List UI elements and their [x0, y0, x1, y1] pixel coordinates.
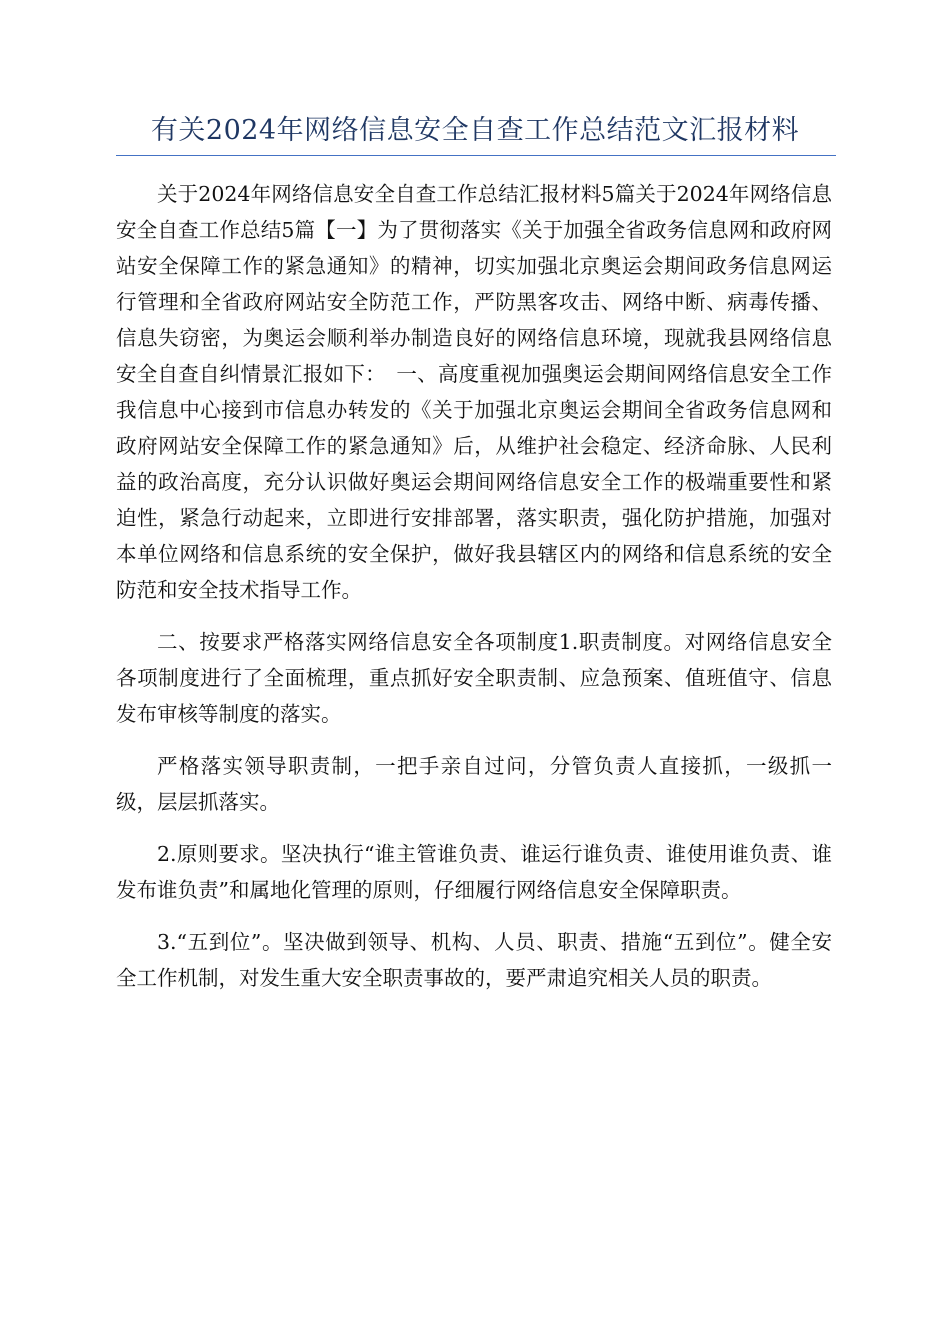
title-underline: [116, 155, 836, 156]
paragraph-3: 严格落实领导职责制，一把手亲自过问，分管负责人直接抓，一级抓一级，层层抓落实。: [116, 754, 832, 814]
paragraph-2: 二、按要求严格落实网络信息安全各项制度1.职责制度。对网络信息安全各项制度进行了全面梳理，重点抓好安全职责制、应急预案、值班值守、信息发布审核等制度的落实。: [116, 630, 832, 726]
paragraph-4: 2.原则要求。坚决执行“谁主管谁负责、谁运行谁负责、谁使用谁负责、谁发布谁负责”和属地化管理的原则，仔细履行网络信息安全保障职责。: [116, 842, 832, 902]
paragraph-5: 3.“五到位”。坚决做到领导、机构、人员、职责、措施“五到位”。健全安全工作机制，对发生重大安全职责事故的，要严肃追究相关人员的职责。: [116, 930, 832, 990]
document-title: 有关2024年网络信息安全自查工作总结范文汇报材料: [150, 115, 800, 146]
document-body: [116, 176, 832, 1012]
paragraph-1: 关于2024年网络信息安全自查工作总结汇报材料5篇关于2024年网络信息安全自查工作总结5篇【一】为了贯彻落实《关于加强全省政务信息网和政府网站安全保障工作的紧急通知》的精神，切实加强北京奥运会期间政务信息网运行管理和全省政府网站安全防范工作，严防黑客攻击、网络中断、病毒传播、信息失窃密，为奥运会顺利举办制造良好的网络信息环境，现就我县网络信息安全自查自纠情景汇报如下： 一、高度重视加强奥运会期间网络信息安全工作我信息中心接到市信息办转发的《关于加强北京奥运会期间全省政务信息网和政府网站安全保障工作的紧急通知》后，从维护社会稳定、经济命脉、人民利益的政治高度，充分认识做好奥运会期间网络信息安全工作的极端重要性和紧迫性，紧急行动起来，立即进行安排部署，落实职责，强化防护措施，加强对本单位网络和信息系统的安全保护，做好我县辖区内的网络和信息系统的安全防范和安全技术指导工作。: [116, 182, 832, 602]
